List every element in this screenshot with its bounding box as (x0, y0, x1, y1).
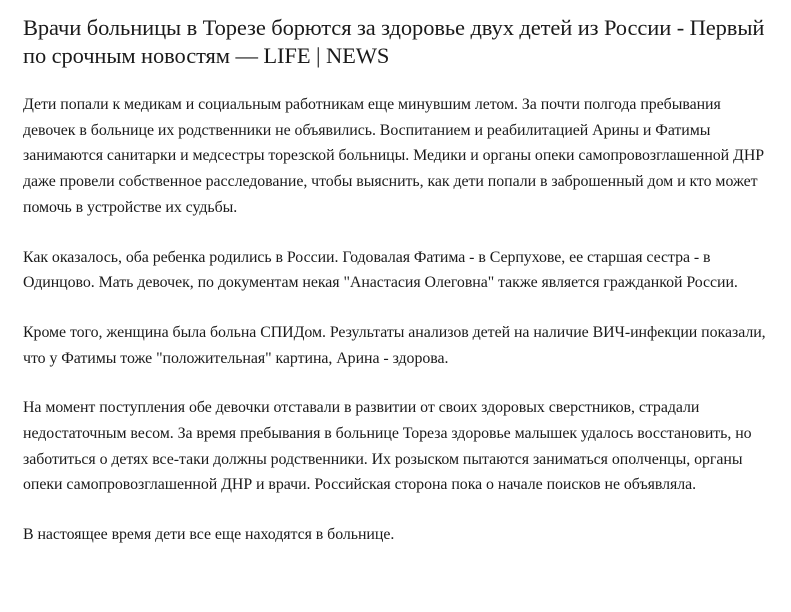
article-paragraph: На момент поступления обе девочки отставали в развитии от своих здоровых сверстников, страдали недостаточным весом. За время пребывания в больнице Тореза здоровье малышек удалось восстановить, но заботиться о детях все-таки должны родственники. Их розыском пытаются заниматься ополченцы, органы опеки самопровозглашенной ДНР и врачи. Российская сторона пока о начале поисков не объявляла. (23, 399, 752, 494)
article-body (23, 92, 775, 548)
article-title: Врачи больницы в Торезе борются за здоровье двух детей из России - Первый по срочным новостям — LIFE | NEWS (23, 15, 765, 68)
article-paragraph: Кроме того, женщина была больна СПИДом. Результаты анализов детей на наличие ВИЧ-инфекции показали, что у Фатимы тоже "положительная" картина, Арина - здорова. (23, 323, 766, 367)
article (23, 14, 775, 572)
article-paragraph: Дети попали к медикам и социальным работникам еще минувшим летом. За почти полгода пребывания девочек в больнице их родственники не объявились. Воспитанием и реабилитацией Арины и Фатимы занимаются санитарки и медсестры торезской больницы. Медики и органы опеки самопровозглашенной ДНР даже провели собственное расследование, чтобы выяснить, как дети попали в заброшенный дом и кто может помочь в устройстве их судьбы. (23, 96, 765, 216)
article-paragraph: Как оказалось, оба ребенка родились в России. Годовалая Фатима - в Серпухове, ее старшая сестра - в Одинцово. Мать девочек, по документам некая "Анастасия Олеговна" также является гражданкой России. (23, 248, 738, 292)
article-paragraph: В настоящее время дети все еще находятся в больнице. (23, 526, 395, 544)
